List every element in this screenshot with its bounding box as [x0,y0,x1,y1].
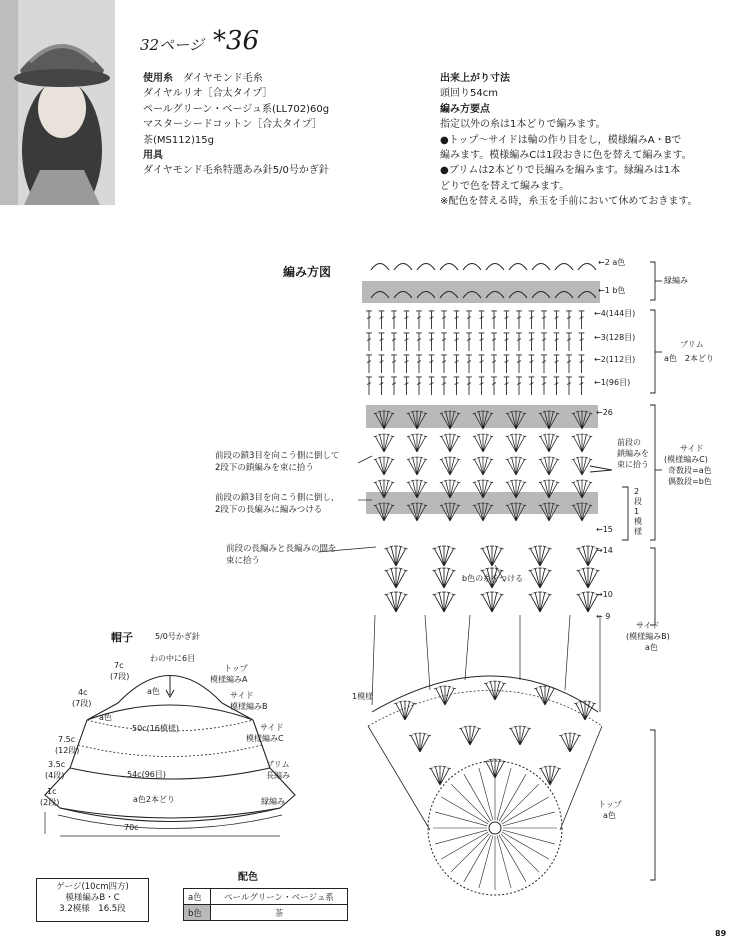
row-label: ← 9 [596,612,611,621]
stitch-symbol [416,355,422,373]
note-3b: 束に拾う [226,556,261,566]
row-label: ←26 [596,408,613,417]
tool: ダイヤモンド毛糸特選あみ針5/0号かぎ針 [143,165,329,177]
stitch-symbol [371,264,389,271]
dim-75r: (12段) [55,746,80,755]
stitch-symbol [554,311,560,329]
dim-7r: (7段) [110,672,130,681]
gauge-line: 3.2模様 16.5段 [59,904,126,914]
row-label: ←3(128目) [594,333,636,342]
hat-in-a2x: a色2本どり [133,795,175,804]
page-number: 89 [715,929,727,938]
rep-char: 1 [634,507,640,516]
stitch-symbol [385,546,408,566]
edge-label: 縁編み [664,276,688,285]
method-line: 編みます。模様編みCは1段おきに色を替えて編みます。 [440,150,692,162]
top-label: トップ [598,800,622,809]
stitch-symbol [516,333,522,351]
page-reference: 32ページ [140,36,204,54]
stitch-symbol [504,355,510,373]
top-color: a色 [603,811,616,820]
stitch-symbol [440,264,458,271]
stitch-symbol [404,377,410,395]
row-label: ←4(144目) [594,309,636,318]
edge-rows [362,264,600,304]
brim-color: a色 2本どり [664,354,714,363]
stitch-symbol [473,457,493,475]
dim-4c: 4c [78,688,88,697]
hat-brim-pat: 長編み [266,771,290,780]
stitch-symbol [385,568,408,588]
stitch-symbol [539,766,561,785]
stitch-symbol [491,355,497,373]
method-line: ●トップ～サイドは輪の作り目をし，模様編みA・Bで [440,134,682,146]
stitch-symbol [479,355,485,373]
stitch-symbol [441,377,447,395]
stitch-symbol [417,264,435,271]
one-repeat: 1模様 [352,692,374,701]
stitch-symbol [454,333,460,351]
stitch-symbol [516,355,522,373]
side-b-label: サイド [636,621,660,630]
stitch-symbol [491,377,497,395]
stitch-symbol [394,701,416,720]
side-c-label: サイド [680,444,704,453]
stitch-symbol [407,434,427,452]
stitch-symbol [574,701,596,720]
stitch-symbol [473,434,493,452]
stitch-symbol [566,333,572,351]
stitch-symbol [433,546,456,566]
stitch-symbol [391,311,397,329]
stitch-symbol [486,264,504,271]
note-2a: 前段の鎖3目を向こう側に倒し， [215,493,340,503]
hat-hook: 5/0号かぎ針 [155,632,200,641]
dim-75c: 7.5c [58,735,76,744]
method-line: ●ブリムは2本どりで長編みを編みます。縁編みは1本 [440,165,681,177]
method-line: ※配色を替える時，糸玉を手前において休めておきます。 [440,196,698,208]
stitch-symbol [433,592,456,612]
stitch-symbol [566,355,572,373]
gauge-line: 模様編みB・C [65,893,120,903]
stitch-symbol [374,457,394,475]
stitch-symbol [466,355,472,373]
gauge-box [36,878,149,922]
top-spoke [451,784,489,822]
side-c-odd: 奇数段=a色 [668,466,712,475]
stitch-symbol [379,377,385,395]
stitch-symbol [366,377,372,395]
stitch-symbol [441,333,447,351]
stitch-symbol [366,311,372,329]
stitch-symbol [466,377,472,395]
hat-in-a2: a色 [99,713,112,722]
row-label: ←2(112目) [594,355,636,364]
stitch-symbol [479,311,485,329]
stitch-symbol [454,377,460,395]
stitch-symbol [554,377,560,395]
hat-top: トップ [224,664,248,673]
note-prev: 前段の [617,438,641,447]
stitch-symbol [407,457,427,475]
row-label: →14 [596,546,613,555]
stitch-symbol [559,733,581,752]
top-circle [368,676,602,895]
note-2b: 2段下の長編みに編みつける [215,505,323,515]
row-label: →10 [596,590,613,599]
stitch-symbol [541,377,547,395]
stitch-symbol [466,333,472,351]
stitch-symbol [529,568,552,588]
stitch-symbol [539,457,559,475]
row-label: ←1 b色 [598,286,626,295]
stitch-symbol [579,333,585,351]
yarn-heading: 使用糸 [143,73,173,84]
stitch-symbol [459,726,481,745]
stitch-symbol [509,726,531,745]
stitch-symbol [534,686,556,705]
scheme-name: ペールグリーン・ベージュ系 [211,889,348,905]
row-label: ←2 a色 [598,258,626,267]
top-spoke [451,834,489,872]
hat-bottom: 70c [124,823,139,832]
stitch-symbol [529,377,535,395]
stitch-symbol [532,264,550,271]
note-1b: 2段下の鎖編みを束に拾う [215,463,314,473]
stitch-symbol [555,264,573,271]
hat-side2: サイド [260,723,284,732]
stitch-symbol [404,333,410,351]
top-spoke [501,784,539,822]
stitch-symbol [394,264,412,271]
color-scheme-table [183,888,348,921]
stitch-symbol [572,457,592,475]
stitch-symbol [454,311,460,329]
scheme-name: 茶 [211,905,348,921]
stitch-symbol [529,592,552,612]
stitch-symbol [416,311,422,329]
stitch-symbol [578,264,596,271]
stitch-symbol [374,434,394,452]
stitch-symbol [366,355,372,373]
hat-side2-pat: 模様編みC [246,734,284,743]
finished-value: 頭回り54cm [440,88,498,100]
stitch-symbol [416,333,422,351]
stitch-symbol [366,333,372,351]
stitch-symbol [479,377,485,395]
yarn1-color: ペールグリーン・ベージュ系(LL702)60g [143,103,330,115]
dim-4r: (7段) [72,699,92,708]
brim-label: ブリム [680,340,704,349]
scheme-key: b色 [184,905,211,921]
rep-char: 2 [634,487,640,496]
tools-heading: 用具 [143,150,163,162]
stitch-symbol [391,377,397,395]
dim-35c: 3.5c [48,760,66,769]
stitch-symbol [429,333,435,351]
stitch-symbol [491,311,497,329]
dim-1r: (2段) [40,798,60,807]
hat-brim: ブリム [266,760,290,769]
stitch-symbol [529,311,535,329]
hat-title: 帽子 [111,631,133,644]
stitch-symbol [572,434,592,452]
yarn2-color: 茶(MS112)15g [143,134,214,146]
side-c-pattern: (模様編みC) [664,455,708,464]
stitch-symbol [409,733,431,752]
method-line: どりで色を替えて編みます。 [440,180,570,192]
side-c-rows [366,405,598,521]
stitch-symbol [529,546,552,566]
stitch-symbol [481,546,504,566]
stitch-symbol [541,333,547,351]
hat-in-54: 54c(96目) [127,770,166,779]
stitch-symbol [516,377,522,395]
side-b-pattern: (模様編みB) [626,632,670,641]
side-c-even: 偶数段=b色 [668,477,712,486]
rep-char: 段 [634,497,642,506]
stitch-symbol [379,311,385,329]
stitch-symbol [516,311,522,329]
stitch-symbol [391,355,397,373]
stitch-symbol [379,333,385,351]
top-spoke [501,834,539,872]
stitch-symbol [429,377,435,395]
stitch-symbol [504,377,510,395]
stitch-symbol [481,592,504,612]
stitch-symbol [541,355,547,373]
chart-title: 編み方図 [283,265,332,279]
stitch-symbol [554,333,560,351]
note-3a: 前段の長編みと長編みの間を [226,544,337,554]
stitch-symbol [506,457,526,475]
row-label: ←1(96目) [594,378,631,387]
stitch-symbol [440,457,460,475]
stitch-symbol [504,311,510,329]
hat-in-a1: a色 [147,687,160,696]
yarn1: ダイヤルリオ［合太タイプ］ [143,88,273,100]
stitch-symbol [491,333,497,351]
stitch-symbol [463,264,481,271]
stitch-symbol [529,355,535,373]
leader-lines [318,456,505,582]
stitch-symbol [529,333,535,351]
hat-side1: サイド [230,691,254,700]
stitch-symbol [429,355,435,373]
stitch-symbol [454,355,460,373]
stitch-symbol [441,311,447,329]
stitch-symbol [504,333,510,351]
stitch-symbol [466,311,472,329]
stitch-symbol [484,759,506,778]
method-heading: 編み方要点 [440,103,490,115]
stitch-symbol [379,355,385,373]
stitch-symbol [429,766,451,785]
stitch-symbol [554,355,560,373]
stitch-symbol [416,377,422,395]
scheme-row [184,905,348,921]
rep-char: 模 [634,517,642,526]
stitch-symbol [577,568,600,588]
stitch-symbol [541,311,547,329]
note-prev: 鎖編みを [617,449,649,458]
stitch-symbol [440,434,460,452]
hat-in-50: 50c(16模様) [132,724,179,733]
item-number: *36 [213,26,260,56]
yarn-brand: ダイヤモンド毛糸 [183,73,263,84]
hat-side1-pat: 模様編みB [230,702,268,711]
scheme-key: a色 [184,889,211,905]
stitch-symbol [579,311,585,329]
stitch-symbol [579,355,585,373]
stitch-symbol [566,311,572,329]
note-prev: 束に拾う [617,460,649,469]
stitch-symbol [509,264,527,271]
stitch-symbol [479,333,485,351]
stitch-symbol [566,377,572,395]
hat-top-pat: 模様編みA [210,675,248,684]
stitch-symbol [434,686,456,705]
scheme-title: 配色 [238,872,258,883]
stitch-symbol [441,355,447,373]
stitch-symbol [391,333,397,351]
connector-lines [372,615,600,712]
stitch-symbol [433,568,456,588]
scheme-row [184,889,348,905]
dim-1c: 1c [47,787,57,796]
row-label: ←15 [596,525,613,534]
side-b-color: a色 [645,643,658,652]
method-line: 指定以外の糸は1本どりで編みます。 [440,119,606,131]
gauge-line: ゲージ(10cm四方) [56,882,129,892]
stitch-symbol [579,377,585,395]
attach-b: b色の糸をつける [462,574,524,583]
stitch-symbol [404,311,410,329]
stitch-symbol [539,434,559,452]
yarn2: マスターシードコットン［合太タイプ］ [143,119,322,131]
rep-char: 様 [634,527,642,536]
stitch-symbol [404,355,410,373]
finished-heading: 出来上がり寸法 [440,73,510,84]
dim-35r: (4段) [45,771,65,780]
dim-7c: 7c [114,661,124,670]
note-1a: 前段の鎖3目を向こう側に倒して [215,451,340,461]
stitch-symbol [429,311,435,329]
stitch-symbol [506,434,526,452]
stitch-symbol [385,592,408,612]
hat-ring: わの中に6目 [150,654,196,663]
hat-edge: 縁編み [261,797,285,806]
brim-stitches [366,311,584,395]
